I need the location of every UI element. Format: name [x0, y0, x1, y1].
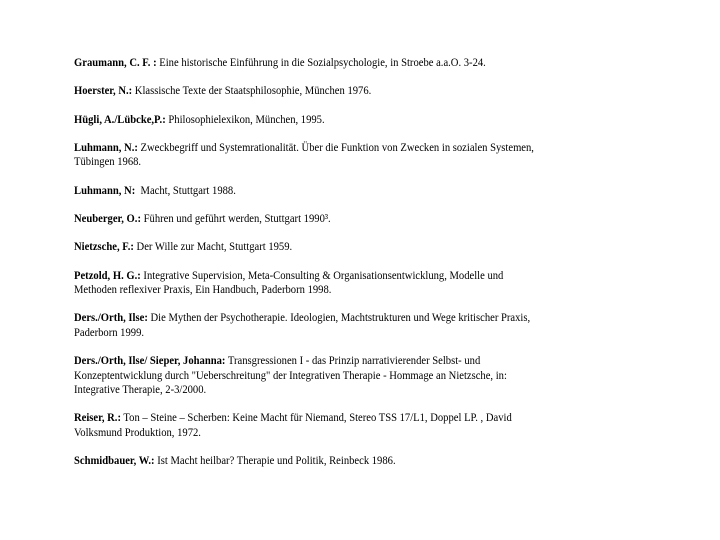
reference-text: Tübingen 1968.: [74, 156, 142, 169]
reference-text: Ist Macht heilbar? Therapie und Politik, Reinbeck 1986.: [154, 455, 396, 468]
reference-entry: [74, 56, 632, 71]
reference-entry: [74, 141, 632, 170]
reference-entry: [74, 454, 632, 469]
reference-author: Reiser, R.:: [74, 412, 121, 425]
reference-text: Konzeptentwicklung durch "Ueberschreitung" der Integrativen Therapie - Hommage an Nietzsche, in:: [74, 369, 507, 382]
reference-entry: [74, 354, 632, 398]
reference-entry: [74, 84, 632, 99]
reference-author: Luhmann, N:: [74, 184, 136, 197]
reference-text: Die Mythen der Psychotherapie. Ideologien, Machtstrukturen und Wege kritischer Praxis,: [147, 312, 531, 325]
reference-author: Graumann, C. F. :: [74, 57, 157, 69]
reference-entry: [74, 184, 632, 199]
reference-list: [74, 56, 632, 483]
reference-author: Ders./Orth, Ilse:: [74, 312, 148, 325]
reference-text: Zweckbegriff und Systemrationalität. Über die Funktion von Zwecken in sozialen Systemen,: [137, 141, 534, 154]
reference-author: Schmidbauer, W.:: [74, 455, 155, 468]
reference-entry: [74, 113, 632, 128]
reference-author: Ders./Orth, Ilse/ Sieper, Johanna:: [74, 355, 226, 368]
reference-author: Luhmann, N.:: [74, 141, 138, 154]
reference-author: Hügli, A./Lübcke,P.:: [74, 113, 166, 126]
reference-author: Nietzsche, F.:: [74, 241, 134, 254]
reference-text: Klassische Texte der Staatsphilosophie, München 1976.: [132, 85, 372, 98]
reference-entry: [74, 269, 632, 298]
reference-text: Integrative Supervision, Meta-Consulting & Organisationsentwicklung, Modelle und: [140, 269, 504, 282]
reference-text: Integrative Therapie, 2-3/2000.: [74, 384, 207, 397]
reference-text: Philosophielexikon, München, 1995.: [165, 113, 325, 126]
reference-text: Transgressionen I - das Prinzip narrativierender Selbst- und: [225, 355, 481, 368]
reference-entry: [74, 311, 632, 340]
reference-author: Petzold, H. G.:: [74, 269, 141, 282]
reference-entry: [74, 411, 632, 440]
reference-text: Methoden reflexiver Praxis, Ein Handbuch, Paderborn 1998.: [74, 284, 332, 297]
reference-text: Volksmund Produktion, 1972.: [74, 426, 201, 439]
reference-text: Der Wille zur Macht, Stuttgart 1959.: [133, 241, 293, 254]
reference-author: Hoerster, N.:: [74, 85, 133, 98]
reference-text: Ton – Steine – Scherben: Keine Macht für Niemand, Stereo TSS 17/L1, Doppel LP. , David: [120, 412, 512, 425]
reference-text: Eine historische Einführung in die Sozialpsychologie, in Stroebe a.a.O. 3-24.: [156, 57, 486, 69]
reference-entry: [74, 212, 632, 227]
reference-author: Neuberger, O.:: [74, 212, 141, 225]
reference-text: Führen und geführt werden, Stuttgart 1990³.: [140, 212, 331, 225]
reference-text: Macht, Stuttgart 1988.: [135, 184, 236, 197]
reference-text: Paderborn 1999.: [74, 326, 145, 339]
reference-entry: [74, 240, 632, 255]
